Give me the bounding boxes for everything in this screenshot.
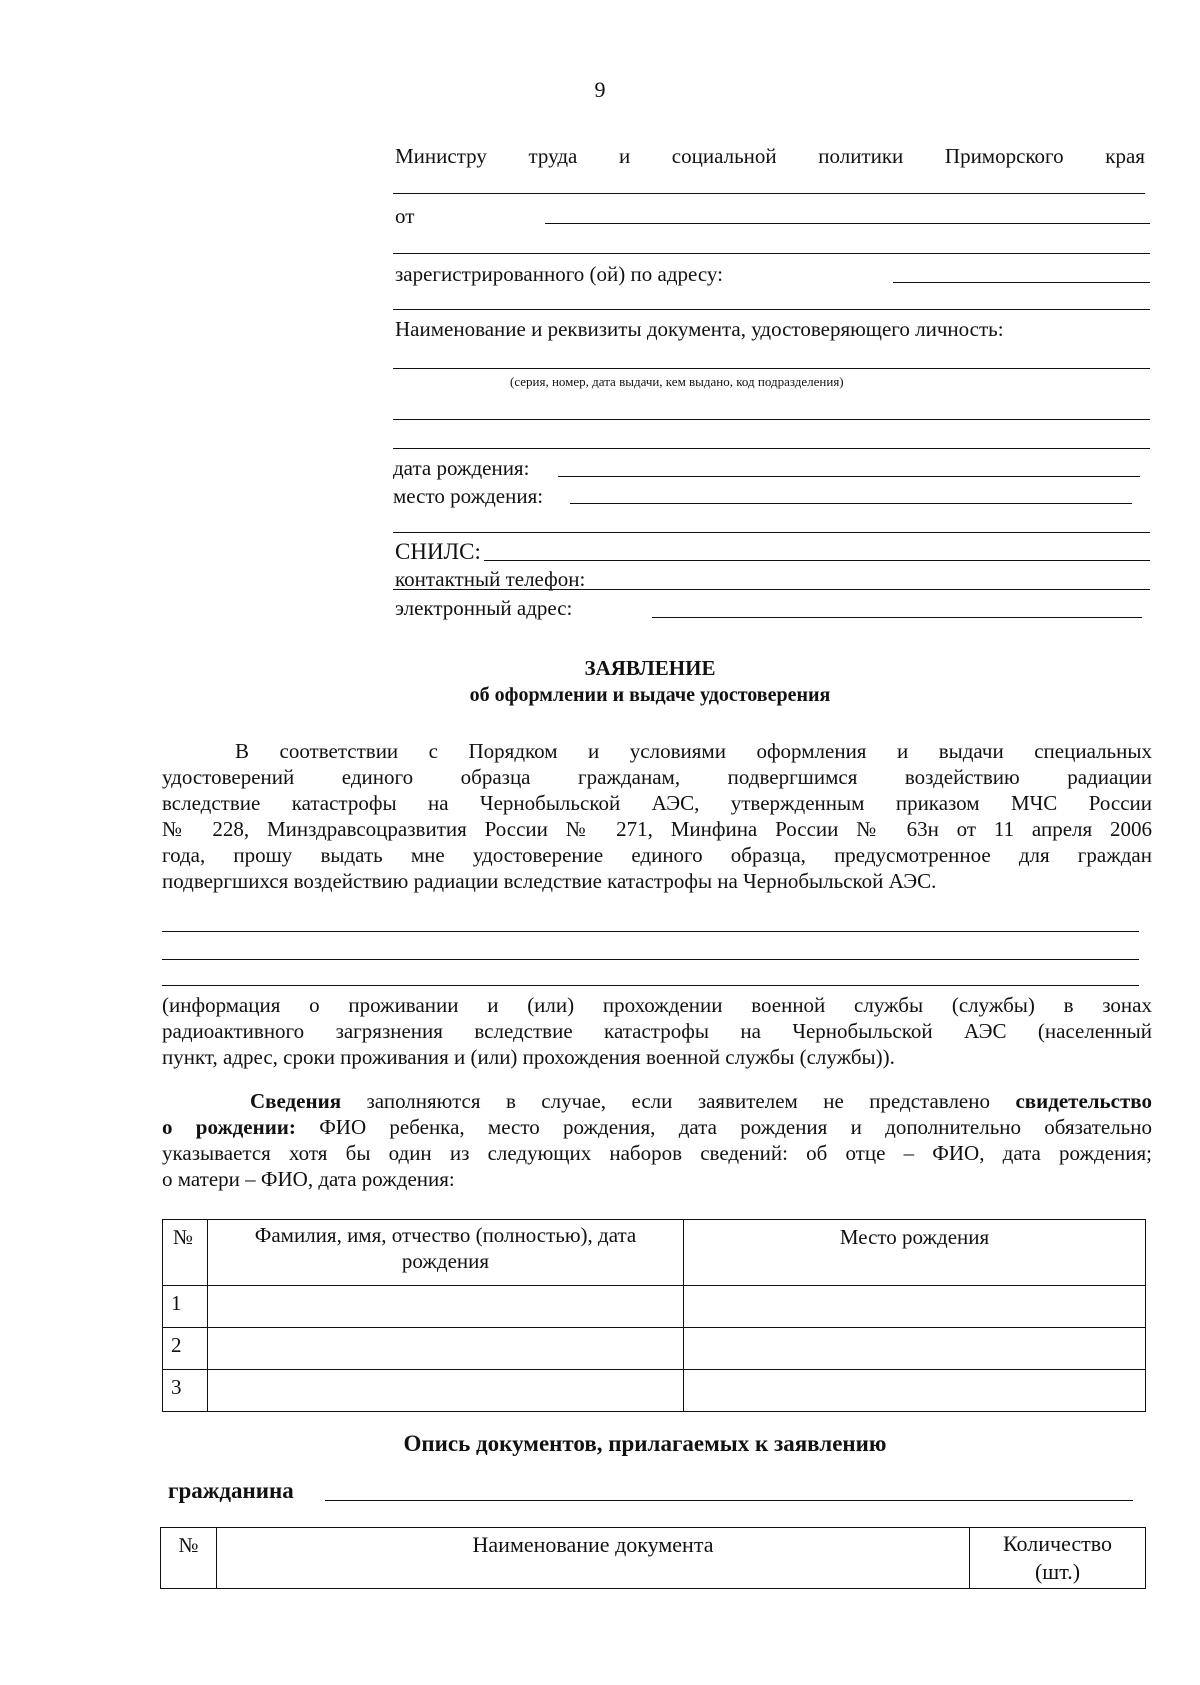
table-row [163, 1286, 1146, 1328]
row-num: 2 [171, 1333, 182, 1357]
info-blank-line-1[interactable] [162, 931, 1139, 932]
from-field-2[interactable] [393, 253, 1150, 254]
notice-bold: о рождении: [162, 1115, 296, 1139]
docs-header-cell [970, 1528, 1146, 1589]
info-line: (информация о проживании и (или) прохождении военной службы (службы) в зонах [162, 993, 1152, 1017]
table-header-cell [208, 1220, 684, 1286]
docs-header-qty: Количество (шт.) [1002, 1531, 1113, 1584]
email-field[interactable] [652, 617, 1142, 618]
birth-date-label: дата рождения: [393, 456, 530, 480]
inventory-title: Опись документов, прилагаемых к заявлению [403, 1431, 887, 1456]
info-blank-line-2[interactable] [162, 959, 1139, 960]
birth-place-field[interactable] [570, 503, 1132, 504]
addressee-word: социальной [671, 144, 777, 168]
header-num: № [173, 1225, 194, 1249]
row-place [684, 1328, 1145, 1336]
addressee-word: труда [528, 144, 578, 168]
body-line: подвергшихся воздействию радиации вследствие катастрофы на Чернобыльской АЭС. [162, 869, 937, 893]
registered-field-2[interactable] [393, 309, 1150, 310]
header-name: Фамилия, имя, отчество (полностью), дата рождения [254, 1223, 637, 1273]
row-num-cell [163, 1370, 208, 1412]
row-name-cell[interactable] [208, 1328, 684, 1370]
email-label: электронный адрес: [395, 596, 573, 620]
row-name-cell[interactable] [208, 1286, 684, 1328]
notice-text: заполняются в случае, если заявителем не представлено [341, 1089, 1016, 1113]
row-name [208, 1328, 683, 1336]
row-num-cell [163, 1286, 208, 1328]
birth-date-field[interactable] [558, 476, 1140, 477]
addressee-blank-line[interactable] [393, 193, 1145, 194]
notice-paragraph [162, 1088, 1152, 1192]
addressee-word: Министру [395, 144, 487, 168]
body-line: удостоверений единого образца гражданам, подвергшимся воздействию радиации [162, 765, 1152, 789]
from-field[interactable] [545, 223, 1150, 224]
info-caption [162, 992, 1152, 1070]
id-doc-field-3[interactable] [393, 448, 1150, 449]
page-number: 9 [594, 77, 606, 102]
row-place [684, 1286, 1145, 1294]
addressee-word: и [618, 144, 631, 168]
row-name [208, 1370, 683, 1378]
document-subtitle: об оформлении и выдаче удостоверения [469, 684, 831, 706]
row-name-cell[interactable] [208, 1370, 684, 1412]
birth-place-field-2[interactable] [393, 532, 1150, 533]
addressee-line [395, 144, 1145, 168]
notice-line [162, 1114, 1152, 1140]
info-line: пункт, адрес, сроки проживания и (или) прохождения военной службы (службы)). [162, 1045, 895, 1069]
phone-label: контактный телефон: [395, 567, 586, 591]
docs-header-name: Наименование документа [472, 1532, 714, 1557]
registered-field[interactable] [893, 282, 1150, 283]
table-header-cell [163, 1220, 208, 1286]
snils-label: СНИЛС: [395, 539, 481, 564]
body-line: № 228, Минздравсоцразвития России № 271, Минфина России № 63н от 11 апреля 2006 [162, 817, 1152, 841]
birth-place-label: место рождения: [393, 484, 544, 508]
from-label: от [395, 204, 415, 228]
children-table [162, 1219, 1146, 1412]
row-num-cell [163, 1328, 208, 1370]
body-line: В соответствии с Порядком и условиями оформления и выдачи специальных [235, 739, 1152, 763]
document-title: ЗАЯВЛЕНИЕ [584, 656, 716, 680]
notice-bold: свидетельство [1015, 1089, 1152, 1113]
notice-line: указывается хотя бы один из следующих наборов сведений: об отце – ФИО, дата рождения; [162, 1141, 1152, 1165]
id-doc-hint: (серия, номер, дата выдачи, кем выдано, код подразделения) [510, 374, 844, 389]
table-row [163, 1328, 1146, 1370]
notice-bold: Сведения [250, 1089, 342, 1113]
addressee-word: политики [818, 144, 904, 168]
notice-line [162, 1088, 1152, 1114]
phone-field[interactable] [393, 589, 1150, 590]
row-num: 3 [171, 1375, 182, 1399]
addressee-word: края [1105, 144, 1145, 168]
row-num: 1 [171, 1291, 182, 1315]
citizen-label: гражданина [168, 1478, 294, 1503]
body-line: года, прошу выдать мне удостоверение единого образца, предусмотренное для граждан [162, 843, 1152, 867]
table-header-cell [684, 1220, 1146, 1286]
info-blank-line-3[interactable] [162, 985, 1139, 986]
row-place-cell[interactable] [684, 1370, 1146, 1412]
table-row [163, 1370, 1146, 1412]
info-line: радиоактивного загрязнения вследствие катастрофы на Чернобыльской АЭС (населенный [162, 1019, 1152, 1043]
row-place-cell[interactable] [684, 1328, 1146, 1370]
body-line: вследствие катастрофы на Чернобыльской АЭС, утвержденным приказом МЧС России [162, 791, 1152, 815]
docs-header-cell [161, 1528, 217, 1589]
row-name [208, 1286, 683, 1294]
id-doc-field[interactable] [393, 368, 1150, 369]
row-place [684, 1370, 1145, 1378]
citizen-field[interactable] [325, 1500, 1133, 1501]
notice-text: ФИО ребенка, место рождения, дата рождения и дополнительно обязательно [295, 1115, 1152, 1139]
docs-table [160, 1527, 1146, 1589]
header-place: Место рождения [839, 1225, 990, 1249]
docs-header-num: № [178, 1533, 199, 1557]
addressee-word: Приморского [944, 144, 1064, 168]
registered-label: зарегистрированного (ой) по адресу: [395, 262, 723, 286]
snils-field[interactable] [484, 560, 1150, 561]
row-place-cell[interactable] [684, 1286, 1146, 1328]
docs-header-cell [217, 1528, 970, 1589]
notice-line: о матери – ФИО, дата рождения: [162, 1167, 455, 1191]
body-paragraph [162, 738, 1152, 894]
id-doc-label: Наименование и реквизиты документа, удостоверяющего личность: [395, 317, 1004, 341]
id-doc-field-2[interactable] [393, 419, 1150, 420]
